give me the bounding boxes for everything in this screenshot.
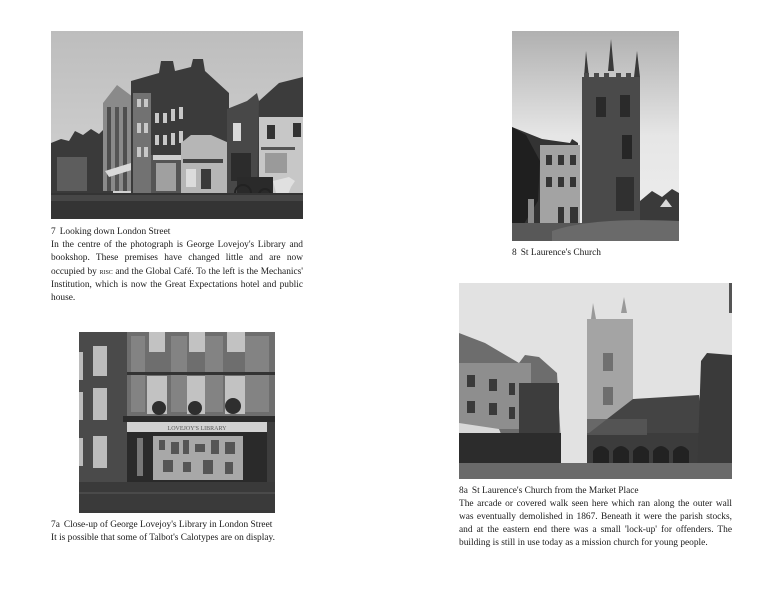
caption-figure-7 — [51, 226, 303, 305]
street-scene-image — [51, 31, 303, 219]
figure-number: 8a — [459, 486, 468, 496]
figure-title-text: St Laurence's Church — [520, 248, 601, 258]
risc-acronym: risc — [99, 266, 113, 276]
figure-title-text: St Laurence's Church from the Market Place — [471, 486, 639, 496]
figure-title-text: Close-up of George Lovejoy's Library in London Street — [63, 520, 273, 530]
figure-title-text: Looking down London Street — [59, 227, 171, 237]
photo-st-laurences-church — [512, 31, 679, 241]
description-text: In the centre of the photograph is George Lovejoy's Library and bookshop. These premises have changed little and are now occupied by — [51, 240, 303, 277]
figure-number: 7 — [51, 227, 56, 237]
figure-7-description — [51, 239, 303, 305]
shopfront-image — [79, 332, 275, 513]
caption-figure-8 — [512, 247, 712, 260]
caption-figure-8a — [459, 485, 732, 550]
figure-8a-description: The arcade or covered walk seen here which ran along the outer wall was eventually demolished in 1867. Beneath it were the parish stocks, and at the eastern end there was a small 'lock-up' for offenders. The building is still in use today as a mission church for young people. — [459, 499, 732, 548]
photo-lovejoys-library-closeup — [79, 332, 275, 513]
figure-8a-title — [459, 485, 732, 498]
figure-8-title — [512, 247, 712, 260]
market-place-image — [459, 283, 732, 479]
description-text: and the Global Café. To the left is the Mechanics' Institution, which is now the Great Expectations hotel and public house. — [51, 267, 303, 303]
figure-7-title — [51, 226, 303, 239]
figure-number: 7a — [51, 520, 60, 530]
figure-number: 8 — [512, 248, 517, 258]
church-tower-image — [512, 31, 679, 241]
photo-st-laurences-from-market-place — [459, 283, 732, 479]
figure-7a-title — [51, 519, 311, 532]
figure-7a-description: It is possible that some of Talbot's Calotypes are on display. — [51, 533, 275, 543]
photo-looking-down-london-street — [51, 31, 303, 219]
shop-sign: LOVEJOY'S LIBRARY — [167, 426, 227, 432]
caption-figure-7a — [51, 519, 311, 545]
